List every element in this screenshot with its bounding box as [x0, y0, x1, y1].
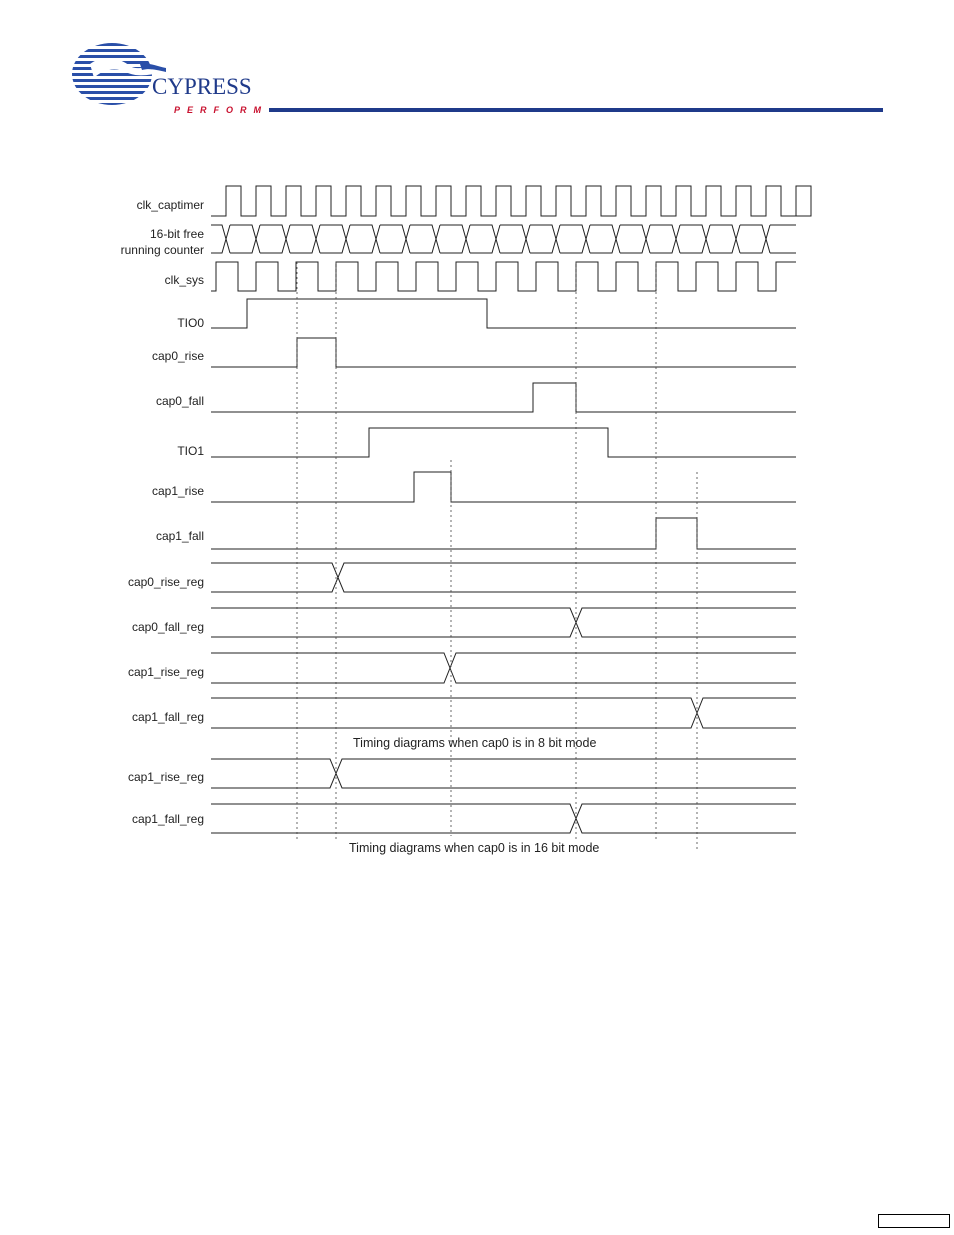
wave-cap0-fall-reg-a — [211, 608, 796, 637]
wave-counter-top — [211, 225, 796, 253]
guide-lines — [297, 262, 697, 850]
wave-cap0-rise-reg-b — [211, 563, 796, 592]
caption-16bit-mode: Timing diagrams when cap0 is in 16 bit mode — [349, 841, 600, 855]
wave-cap1-fall-reg-16bit-b — [211, 804, 796, 833]
wave-cap0-fall — [211, 383, 796, 412]
label-cap0-fall: cap0_fall — [155, 394, 204, 408]
label-cap1-fall-reg-8bit: cap1_fall_reg — [131, 710, 204, 724]
label-cap1-rise: cap1_rise — [151, 484, 204, 498]
wave-cap1-rise-reg-16bit-b — [211, 759, 796, 788]
wave-cap1-fall-reg-16bit-a — [211, 804, 796, 833]
caption-8bit-mode: Timing diagrams when cap0 is in 8 bit mode — [353, 736, 597, 750]
label-clk-captimer: clk_captimer — [136, 198, 204, 212]
wave-cap1-rise-reg-8bit-a — [211, 653, 796, 683]
wave-counter-bottom — [211, 225, 796, 253]
label-cap1-rise-reg-16bit: cap1_rise_reg — [127, 770, 204, 784]
wave-cap1-rise-reg-8bit-b — [211, 653, 796, 683]
label-tio0: TIO0 — [177, 316, 204, 330]
wave-clk-captimer — [211, 186, 811, 216]
wave-clk-sys — [211, 262, 796, 291]
page-number-box — [878, 1214, 950, 1228]
label-cap1-fall-reg-16bit: cap1_fall_reg — [131, 812, 204, 826]
wave-cap1-fall-reg-8bit-b — [211, 698, 796, 728]
wave-cap1-rise-reg-16bit-a — [211, 759, 796, 788]
label-cap0-rise-reg: cap0_rise_reg — [127, 575, 204, 589]
brand-name: CYPRESS — [152, 74, 252, 99]
brand-tagline: PERFORM — [174, 105, 268, 115]
label-cap1-fall: cap1_fall — [155, 529, 204, 543]
wave-cap0-rise-reg-a — [211, 563, 796, 592]
label-cap1-rise-reg-8bit: cap1_rise_reg — [127, 665, 204, 679]
wave-cap1-fall-reg-8bit-a — [211, 698, 796, 728]
label-clk-sys: clk_sys — [164, 273, 204, 287]
wave-cap0-rise — [211, 338, 796, 367]
wave-cap0-fall-reg-b — [211, 608, 796, 637]
wave-cap1-rise — [211, 472, 796, 502]
label-tio1: TIO1 — [177, 444, 204, 458]
wave-cap1-fall — [211, 518, 796, 549]
wave-tio1 — [211, 428, 796, 457]
label-free-counter-line2: running counter — [120, 243, 204, 257]
label-cap0-rise: cap0_rise — [151, 349, 204, 363]
wave-tio0 — [211, 299, 796, 328]
label-cap0-fall-reg: cap0_fall_reg — [131, 620, 204, 634]
label-free-counter-line1: 16-bit free — [149, 227, 204, 241]
